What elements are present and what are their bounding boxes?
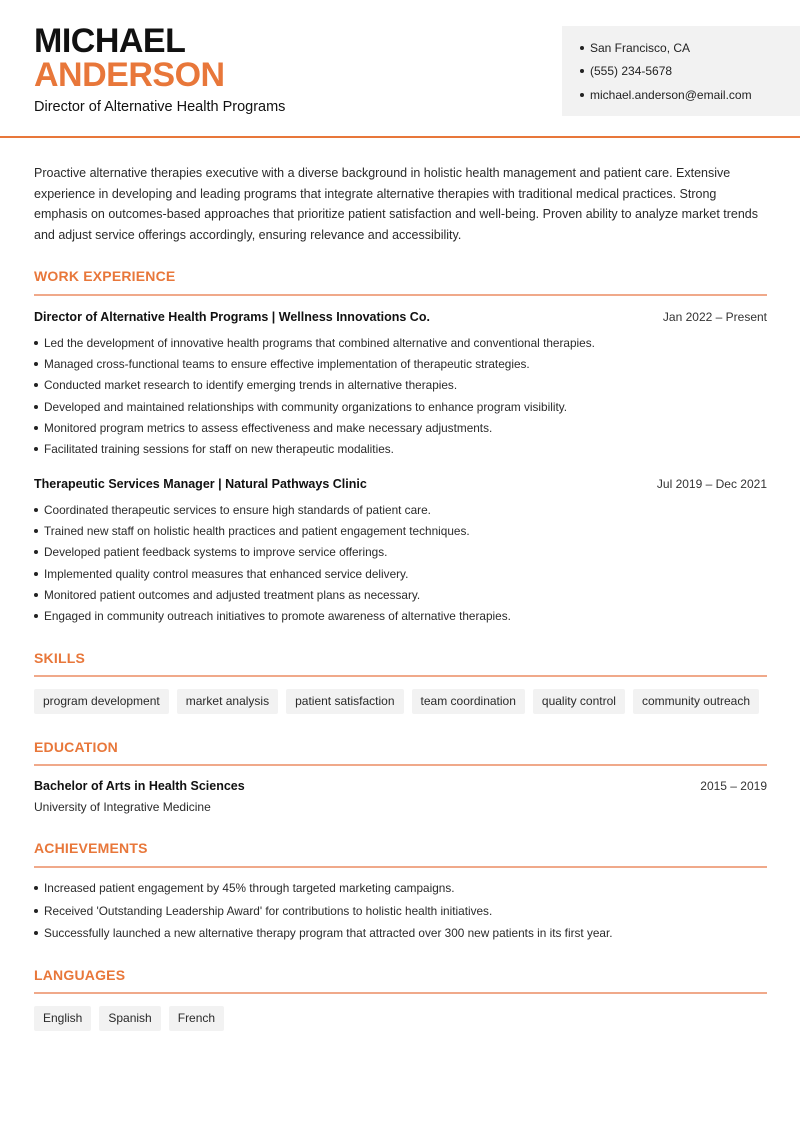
- bullet-icon: [34, 426, 38, 430]
- list-item: [34, 396, 767, 417]
- list-item: [34, 563, 767, 584]
- bullet-text: Monitored patient outcomes and adjusted treatment plans as necessary.: [44, 587, 421, 602]
- contact-phone: [580, 60, 800, 84]
- skill-tag: program development: [34, 689, 169, 714]
- list-item: [34, 353, 767, 374]
- section-divider: [34, 992, 767, 994]
- job-dates: Jul 2019 – Dec 2021: [656, 477, 767, 491]
- job-role: Therapeutic Services Manager | Natural Pathways Clinic: [34, 477, 367, 491]
- first-name: MICHAEL: [34, 22, 186, 60]
- job-header: [34, 310, 767, 324]
- list-item: [34, 332, 767, 353]
- achievement-text: Received 'Outstanding Leadership Award' for contributions to holistic health initiatives.: [44, 903, 493, 918]
- languages-list: [34, 1006, 224, 1031]
- section-title-achievements: ACHIEVEMENTS: [34, 840, 148, 856]
- skills-list: [34, 689, 759, 714]
- bullet-icon: [34, 614, 38, 618]
- bullet-icon: [34, 447, 38, 451]
- language-tag: Spanish: [99, 1006, 160, 1031]
- bullet-text: Developed patient feedback systems to improve service offerings.: [44, 545, 388, 560]
- bullet-text: Facilitated training sessions for staff on new therapeutic modalities.: [44, 442, 394, 457]
- bullet-text: Developed and maintained relationships with community organizations to enhance program visibility.: [44, 399, 568, 414]
- job-bullets: [34, 499, 767, 627]
- bullet-text: Engaged in community outreach initiatives to promote awareness of alternative therapies.: [44, 609, 511, 624]
- bullet-icon: [34, 341, 38, 345]
- phone-text: (555) 234-5678: [590, 64, 673, 79]
- contact-location: [580, 36, 800, 60]
- skill-tag: team coordination: [412, 689, 525, 714]
- last-name: ANDERSON: [34, 56, 225, 94]
- resume-header: [0, 0, 800, 138]
- school-name: University of Integrative Medicine: [34, 800, 211, 814]
- job-role: Director of Alternative Health Programs | Wellness Innovations Co.: [34, 310, 430, 324]
- bullet-text: Monitored program metrics to assess effectiveness and make necessary adjustments.: [44, 420, 493, 435]
- location-text: San Francisco, CA: [590, 40, 691, 55]
- bullet-text: Led the development of innovative health programs that combined alternative and conventional therapies.: [44, 335, 595, 350]
- section-divider: [34, 866, 767, 868]
- bullet-icon: [580, 69, 584, 73]
- list-item: [34, 375, 767, 396]
- bullet-icon: [34, 383, 38, 387]
- section-divider: [34, 764, 767, 766]
- contact-box: [562, 26, 800, 116]
- summary-text: Proactive alternative therapies executive with a diverse background in holistic health management and patient care. Extensive experience in developing and leading programs that integrate alternative therapies with traditional medical practices. Strong emphasis on outcomes-based approaches that prioritize patient satisfaction and well-being. Proven ability to analyze market trends and adjust service offerings accordingly, ensuring relevance and accessibility.: [34, 166, 759, 243]
- list-item: [34, 900, 767, 923]
- bullet-icon: [34, 572, 38, 576]
- education-header: [34, 779, 767, 793]
- list-item: [34, 438, 767, 459]
- education-dates: 2015 – 2019: [700, 779, 767, 793]
- bullet-icon: [580, 46, 584, 50]
- section-title-skills: SKILLS: [34, 650, 85, 666]
- list-item: [34, 417, 767, 438]
- bullet-icon: [34, 593, 38, 597]
- bullet-icon: [34, 405, 38, 409]
- list-item: [34, 584, 767, 605]
- bullet-text: Managed cross-functional teams to ensure effective implementation of therapeutic strategies.: [44, 356, 530, 371]
- list-item: [34, 520, 767, 541]
- bullet-text: Conducted market research to identify emerging trends in alternative therapies.: [44, 378, 458, 393]
- section-divider: [34, 294, 767, 296]
- bullet-icon: [34, 508, 38, 512]
- bullet-icon: [34, 550, 38, 554]
- skill-tag: market analysis: [177, 689, 278, 714]
- skill-tag: patient satisfaction: [286, 689, 403, 714]
- job-dates: Jan 2022 – Present: [662, 310, 767, 324]
- bullet-icon: [34, 886, 38, 890]
- bullet-icon: [34, 362, 38, 366]
- job-bullets: [34, 332, 767, 460]
- list-item: [34, 922, 767, 945]
- bullet-text: Coordinated therapeutic services to ensure high standards of patient care.: [44, 502, 431, 517]
- skill-tag: community outreach: [633, 689, 759, 714]
- language-tag: English: [34, 1006, 91, 1031]
- bullet-text: Trained new staff on holistic health practices and patient engagement techniques.: [44, 523, 470, 538]
- achievements-list: [34, 877, 767, 945]
- section-divider: [34, 675, 767, 677]
- job-header: [34, 477, 767, 491]
- language-tag: French: [169, 1006, 224, 1031]
- bullet-icon: [580, 93, 584, 97]
- list-item: [34, 877, 767, 900]
- bullet-icon: [34, 931, 38, 935]
- section-title-education: EDUCATION: [34, 739, 118, 755]
- achievement-text: Increased patient engagement by 45% through targeted marketing campaigns.: [44, 881, 455, 896]
- email-text: michael.anderson@email.com: [590, 87, 752, 102]
- list-item: [34, 605, 767, 626]
- list-item: [34, 542, 767, 563]
- bullet-text: Implemented quality control measures that enhanced service delivery.: [44, 566, 409, 581]
- bullet-icon: [34, 529, 38, 533]
- skill-tag: quality control: [533, 689, 625, 714]
- section-title-work: WORK EXPERIENCE: [34, 268, 176, 284]
- job-title: Director of Alternative Health Programs: [34, 99, 286, 115]
- bullet-icon: [34, 909, 38, 913]
- degree: Bachelor of Arts in Health Sciences: [34, 779, 245, 793]
- section-title-languages: LANGUAGES: [34, 967, 126, 983]
- achievement-text: Successfully launched a new alternative therapy program that attracted over 300 new patients in its first year.: [44, 926, 613, 941]
- list-item: [34, 499, 767, 520]
- contact-email: [580, 83, 800, 107]
